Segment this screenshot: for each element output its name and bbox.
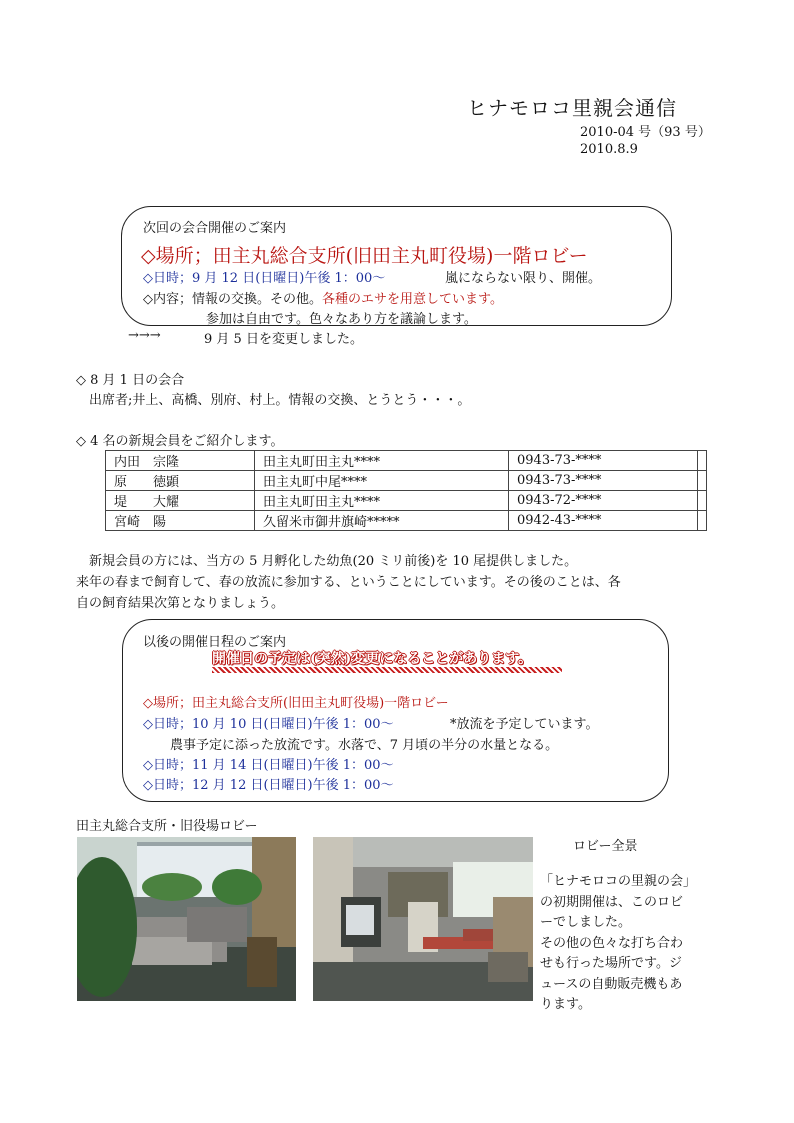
member-name: 原 徳顕 (106, 471, 255, 491)
new-members-heading: ◇ 4 名の新規会員をご紹介します。 (76, 434, 284, 449)
body-line-2: 来年の春まで飼育して、春の放流に参加する、ということにしています。その後のことは、各 (76, 575, 621, 590)
photo-desc-line: その他の色々な打ち合わ (540, 935, 684, 951)
member-phone: 0943-72-**** (509, 491, 698, 511)
schedule-heading: 以後の開催日程のご案内 (143, 635, 287, 650)
photo-desc-line: の初期開催は、このロビ (540, 894, 684, 910)
issue-number: 2010-04 号（93 号） (580, 125, 711, 140)
table-edge-cell (698, 491, 707, 511)
content-highlight: 各種のエサを用意しています。 (322, 292, 503, 307)
table-row (106, 451, 707, 471)
change-note: 9 月 5 日を変更しました。 (204, 332, 363, 347)
member-name: 堤 大耀 (106, 491, 255, 511)
schedule-venue: ◇場所；田主丸総合支所(旧田主丸町役場)一階ロビー (143, 696, 449, 711)
change-arrow: →→→ (128, 328, 161, 343)
photo-caption-left: 田主丸総合支所・旧役場ロビー (76, 819, 258, 834)
member-phone: 0942-43-**** (509, 511, 698, 531)
content-label: ◇内容；情報の交換。その他。 (143, 292, 322, 307)
next-meeting-heading: 次回の会合開催のご案内 (143, 221, 287, 236)
members-table (105, 450, 707, 531)
photo-desc-line: 「ヒナモロコの里親の会」 (540, 874, 697, 889)
table-edge-cell (698, 511, 707, 531)
member-address: 田主丸町田主丸**** (255, 451, 509, 471)
table-edge-cell (698, 471, 707, 491)
table-row (106, 491, 707, 511)
photo-desc-line: ります。 (540, 997, 591, 1012)
member-name: 宮崎 陽 (106, 511, 255, 531)
body-line-1: 新規会員の方には、当方の 5 月孵化した幼魚(20 ミリ前後)を 10 尾提供しました。 (89, 554, 578, 569)
notice-underline (212, 667, 562, 673)
member-phone: 0943-73-**** (509, 471, 698, 491)
table-row (106, 511, 707, 531)
member-address: 久留米市御井旗崎***** (255, 511, 509, 531)
next-meeting-venue: ◇場所；田主丸総合支所(旧田主丸町役場)一階ロビー (141, 245, 588, 267)
schedule-date-1-note: *放流を予定しています。 (450, 717, 599, 732)
body-line-3: 自の飼育結果次第となりましょう。 (76, 596, 285, 611)
meeting-content-line (143, 288, 503, 307)
member-address: 田主丸町田主丸**** (255, 491, 509, 511)
schedule-date-3: ◇日時；12 月 12 日(日曜日)午後 1：00～ (143, 778, 394, 793)
photo-desc-line: ーでしました。 (540, 915, 632, 930)
photo-caption-right: ロビー全景 (573, 839, 638, 854)
lobby-photo-overview (313, 837, 533, 1001)
aug-meeting-heading: ◇ 8 月 1 日の会合 (76, 373, 185, 388)
next-meeting-datetime: ◇日時；9 月 12 日(日曜日)午後 1：00～ (143, 271, 386, 286)
photo-description (540, 872, 730, 1016)
member-phone: 0943-73-**** (509, 451, 698, 471)
photo-desc-line: せも行った場所です。ジ (540, 956, 682, 971)
weather-note: 嵐にならない限り、開催。 (445, 271, 602, 286)
participation-note: 参加は自由です。色々なあり方を議論します。 (206, 312, 477, 327)
schedule-date-1: ◇日時；10 月 10 日(日曜日)午後 1：00～ (143, 717, 394, 732)
issue-date: 2010.8.9 (580, 142, 638, 157)
member-name: 内田 宗隆 (106, 451, 255, 471)
newsletter-title: ヒナモロコ里親会通信 (467, 96, 677, 120)
schedule-date-2: ◇日時；11 月 14 日(日曜日)午後 1：00～ (143, 758, 394, 773)
table-edge-cell (698, 451, 707, 471)
table-row (106, 471, 707, 491)
lobby-photo-sofas (77, 837, 296, 1001)
schedule-notice: 開催日の予定は(突然)変更になることがあります。 (212, 651, 533, 667)
photo-desc-line: ュースの自動販売機もあ (540, 976, 683, 992)
schedule-date-1-detail: 農事予定に添った放流です。水落で、7 月頃の半分の水量となる。 (170, 738, 559, 753)
member-address: 田主丸町中尾**** (255, 471, 509, 491)
aug-meeting-attendees: 出席者;井上、高橋、別府、村上。情報の交換、とうとう・・・。 (89, 393, 471, 408)
